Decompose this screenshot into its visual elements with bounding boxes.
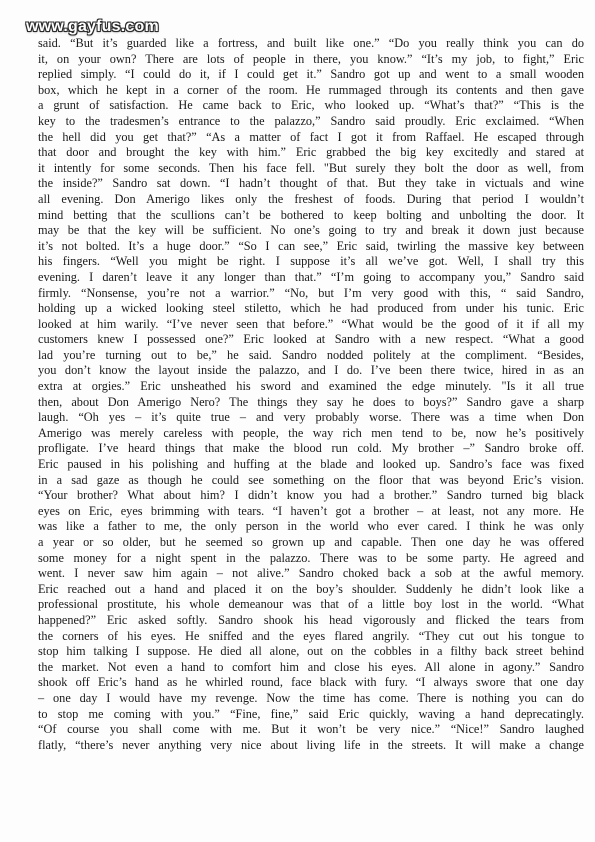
text-line: “Of course you shall come with me. But it won’t be very nice.” “Nice!” Sandro laughed <box>38 722 584 737</box>
text-line: a grunt of satisfaction. He came back to Eric, who looked up. “What’s that?” “This is the <box>38 98 584 113</box>
text-line: to stop me coming with you.” “Fine, fine,” said Eric quickly, waving a hand deprecatingly. <box>38 706 584 721</box>
text-line: professional prostitute, his whole demeanour was that of a little boy lost in the world. “What <box>38 597 584 612</box>
text-line: in a sad gaze as though he could see something on the floor that was beyond Eric’s vision. <box>38 472 584 487</box>
text-line: it intently for some seconds. Then his face fell. "But surely they bolt the door as well, from <box>38 160 584 175</box>
text-line: it’s not bolted. It’s a huge door.” “So I can see,” Eric said, twirling the massive key between <box>38 238 584 253</box>
text-line: customers knew I possessed one?” Eric looked at Sandro with a new respect. “What a good <box>38 332 584 347</box>
text-line: that door and brought the key with him.” Eric grabbed the big key excitedly and stared at <box>38 145 584 160</box>
text-line: “Your brother? What about him? I didn’t know you had a brother.” Sandro turned big black <box>38 488 584 503</box>
text-line: looked at him warily. “I’ve never seen that before.” “What would be the good of it if all my <box>38 316 584 331</box>
text-line: key to the tradesmen’s entrance to the palazzo,” Sandro said proudly. Eric exclaimed. “When <box>38 113 584 128</box>
text-line: happened?” Eric asked softly. Sandro shook his head vigorously and flicked the tears from <box>38 612 584 627</box>
text-line: laugh. “Oh yes – it’s quite true – and very probably worse. There was a time when Don <box>38 410 584 425</box>
text-line: you don’t know the layout inside the palazzo, and I do. I’ve been there twice, hired in as an <box>38 363 584 378</box>
text-line: Eric paused in his polishing and huffing at the blade and looked up. Sandro’s face was fixed <box>38 457 584 472</box>
text-line: firmly. “Nonsense, you’re not a warrior.” “No, but I’m very good with this, “ said Sandro, <box>38 285 584 300</box>
text-line: holding up a wicked looking steel stiletto, which he had produced from under his tunic. Eric <box>38 301 584 316</box>
text-line: box, which he kept in a corner of the room. He rummaged through its contents and then gave <box>38 82 584 97</box>
text-line: the hell did you get that?” “As a matter of fact I got it from Raffael. He escaped through <box>38 129 584 144</box>
text-line: lad you’re turning out to be,” he said. Sandro nodded politely at the compliment. “Besides, <box>38 347 584 362</box>
text-line: all evening. Don Amerigo likes only the freshest of foods. During that period I wouldn’t <box>38 191 584 206</box>
text-line: mind betting that the scullions can’t be bothered to keep bolting and unbolting the door. It <box>38 207 584 222</box>
text-line: shook off Eric’s hand as he whirled round, face black with fury. “I always swore that one day <box>38 675 584 690</box>
text-line: the market. Not even a hand to comfort him and close his eyes. All alone in agony.” Sandro <box>38 659 584 674</box>
text-line: the corners of his eyes. He sniffed and the eyes flared angrily. “They cut out his tongue to <box>38 628 584 643</box>
text-line: evening. I daren’t leave it any longer than that.” “I’m going to accompany you,” Sandro said <box>38 269 584 284</box>
text-line: went. I never saw him again – not alive.” Sandro choked back a sob at the awful memory. <box>38 566 584 581</box>
text-line: Eric reached out a hand and placed it on the boy’s shoulder. Suddenly he didn’t look like a <box>38 581 584 596</box>
body-text <box>38 36 584 753</box>
text-line: eyes on Eric, eyes brimming with tears. “I haven’t got a brother – at least, not any more. He <box>38 503 584 518</box>
text-line: it, on your own? There are lots of people in there, you know.” “It’s my job, to fight,” Eric <box>38 51 584 66</box>
text-line: then, about Don Amerigo Nero? The things they say he does to boys?” Sandro gave a sharp <box>38 394 584 409</box>
text-line: flatly, “there’s never anything very nice about living life in the streets. It will make a change <box>38 737 584 752</box>
text-line: profligate. I’ve heard things that make the blood run cold. My brother –” Sandro broke off. <box>38 441 584 456</box>
text-line: may be that the key will be sufficient. No one’s going to try and break it down just because <box>38 223 584 238</box>
text-line: Amerigo was merely careless with people, the way rich men tend to be, now he’s positively <box>38 425 584 440</box>
text-line: some money for a night spent in the palazzo. There was to be some party. He agreed and <box>38 550 584 565</box>
text-line: a year or so older, but he seemed so grown up and capable. Then one day he was offered <box>38 535 584 549</box>
text-line: his fingers. “Well you might be right. I suppose it’s all we’ve got. Well, I shall try this <box>38 254 584 269</box>
text-line: stop him talking I suppose. He died all alone, out on the cobbles in a filthy back street behind <box>38 644 584 659</box>
text-line: extra at orgies.” Eric unsheathed his sword and examined the edge minutely. "Is it all true <box>38 379 584 394</box>
text-line: said. “But it’s guarded like a fortress, and built like one.” “Do you really think you can do <box>38 36 584 50</box>
text-line: – one day I would have my revenge. Now the time has come. There is nothing you can do <box>38 690 584 705</box>
text-line: was like a father to me, the only person in the world who ever cared. I think he was only <box>38 519 584 534</box>
text-line: the inside?” Sandro sat down. “I hadn’t thought of that. But they take in victuals and wine <box>38 176 584 191</box>
text-line: replied simply. “I could do it, if I could get it.” Sandro got up and went to a small wooden <box>38 67 584 82</box>
watermark-logo: www.gayfus.com <box>26 18 159 35</box>
